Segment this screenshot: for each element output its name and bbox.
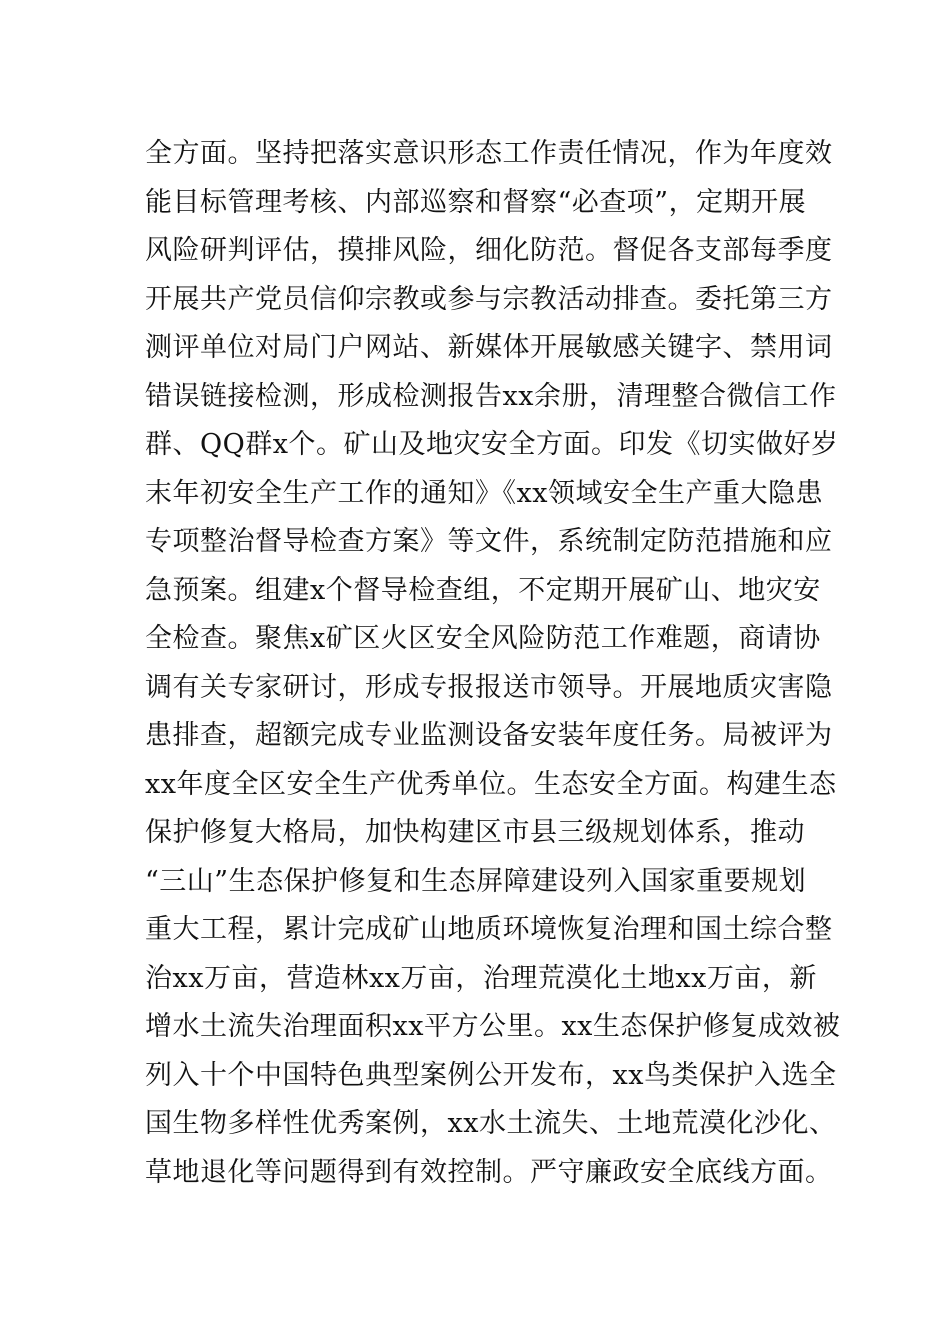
text-line-7: 群、QQ群x个。矿山及地灾安全方面。印发《切实做好岁	[145, 429, 839, 460]
text-line-6: 错误链接检测，形成检测报告xx余册，清理整合微信工作	[145, 380, 837, 412]
text-line-19: 增水土流失治理面积xx平方公里。xx生态保护修复成效被	[145, 1011, 841, 1042]
text-line-22: 草地退化等问题得到有效控制。严守廉政安全底线方面。	[145, 1156, 833, 1188]
text-line-11: 全检查。聚焦x矿区火区安全风险防范工作难题，商请协	[145, 623, 821, 654]
text-line-21: 国生物多样性优秀案例，xx水土流失、土地荒漠化沙化、	[145, 1108, 837, 1139]
text-line-14: xx年度全区安全生产优秀单位。生态安全方面。构建生态	[145, 768, 837, 800]
text-line-1: 全方面。坚持把落实意识形态工作责任情况，作为年度效	[145, 138, 833, 169]
text-line-4: 开展共产党员信仰宗教或参与宗教活动排查。委托第三方	[145, 283, 833, 315]
text-line-18: 治xx万亩，营造林xx万亩，治理荒漠化土地xx万亩，新	[145, 962, 817, 994]
text-line-9: 专项整治督导检查方案》等文件，系统制定防范措施和应	[145, 526, 833, 557]
text-line-3: 风险研判评估，摸排风险，细化防范。督促各支部每季度	[145, 235, 833, 266]
text-line-15: 保护修复大格局，加快构建区市县三级规划体系，推动	[145, 817, 805, 848]
text-line-17: 重大工程，累计完成矿山地质环境恢复治理和国土综合整	[145, 914, 833, 945]
text-line-8: 末年初安全生产工作的通知》《xx领域安全生产重大隐患	[145, 477, 823, 509]
body-paragraph	[145, 130, 841, 1197]
text-line-12: 调有关专家研讨，形成专报报送市领导。开展地质灾害隐	[145, 671, 833, 703]
text-line-2: 能目标管理考核、内部巡察和督察“必查项”，定期开展	[145, 186, 807, 218]
text-line-5: 测评单位对局门户网站、新媒体开展敏感关键字、禁用词	[145, 332, 833, 363]
text-line-16: “三山”生态保护修复和生态屏障建设列入国家重要规划	[145, 865, 807, 897]
text-line-10: 急预案。组建x个督导检查组，不定期开展矿山、地灾安	[145, 574, 821, 606]
text-line-13: 患排查，超额完成专业监测设备安装年度任务。局被评为	[145, 720, 833, 751]
text-line-20: 列入十个中国特色典型案例公开发布，xx鸟类保护入选全	[145, 1059, 837, 1091]
